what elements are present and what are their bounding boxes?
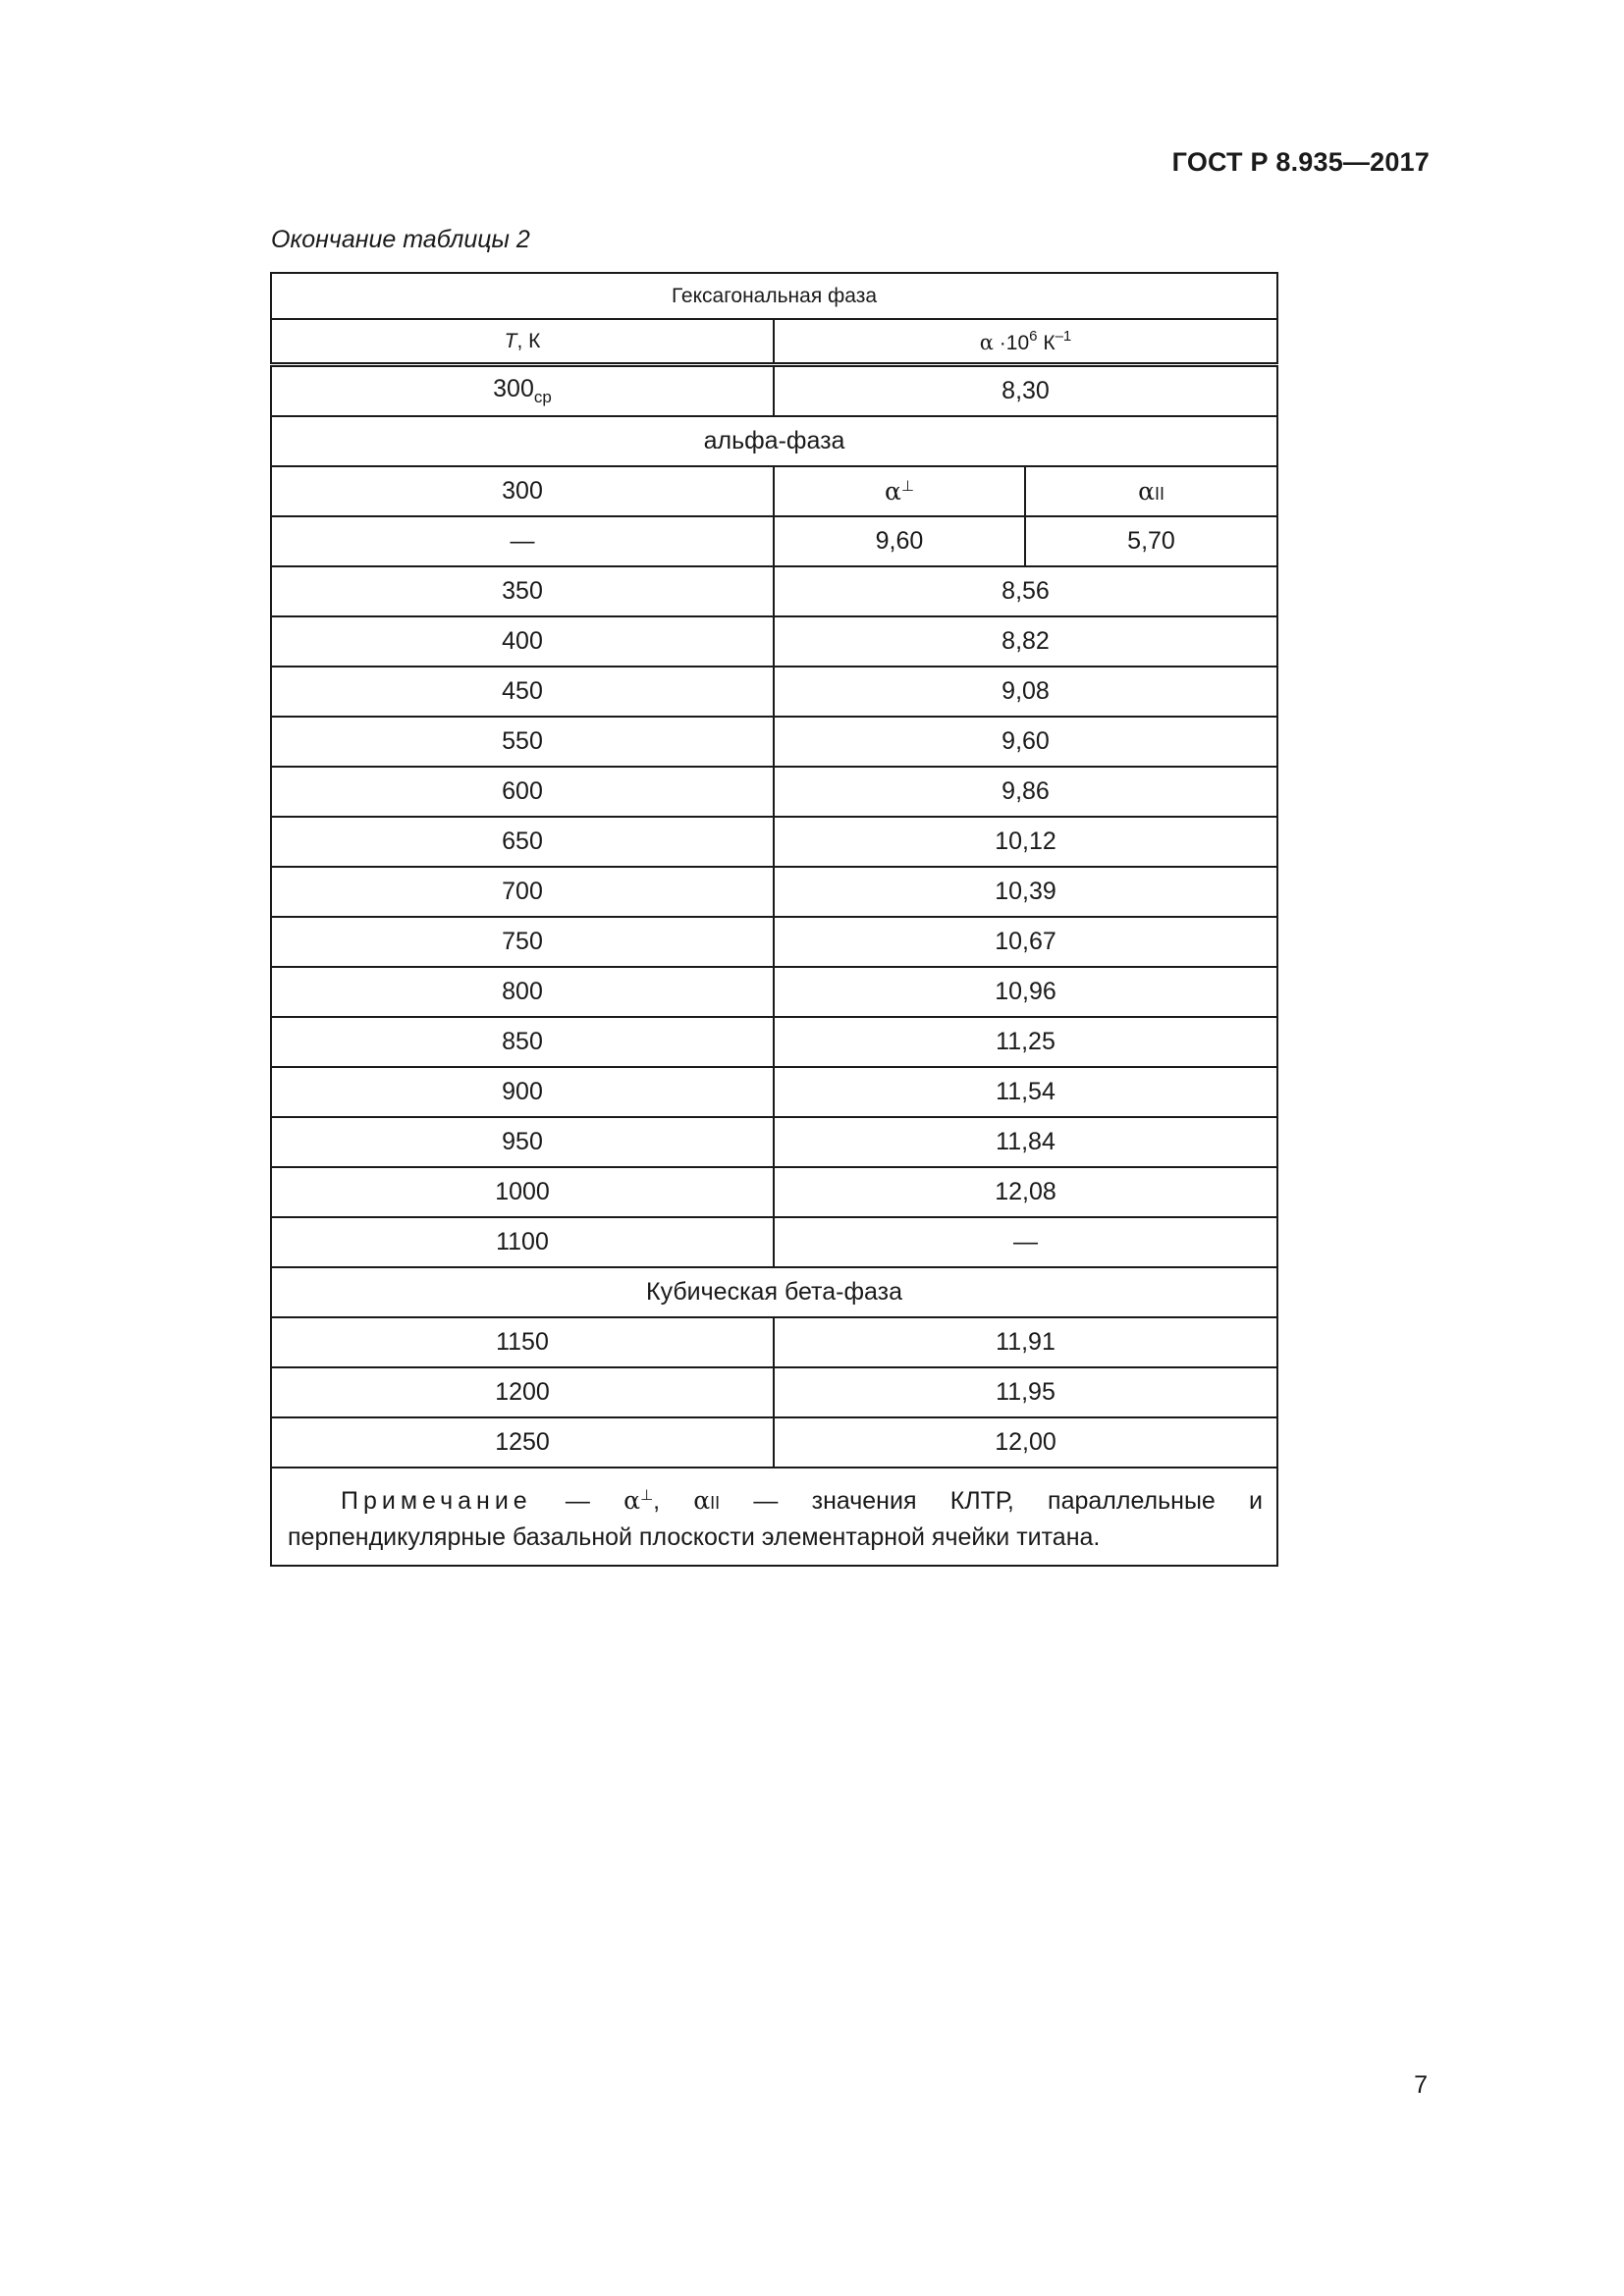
- hex-temperature-cell: [271, 365, 774, 417]
- note-label: Примечание: [341, 1487, 532, 1515]
- temperature-cell: 850: [271, 1017, 774, 1067]
- note-par-mark: II: [710, 1493, 721, 1513]
- table-row: [271, 1367, 1277, 1417]
- alpha-symbol: α: [979, 330, 994, 354]
- alpha-multiplier: ·10: [993, 331, 1030, 354]
- value-cell: 9,08: [774, 667, 1277, 717]
- temperature-cell: 900: [271, 1067, 774, 1117]
- temperature-cell: 400: [271, 616, 774, 667]
- value-cell: 11,95: [774, 1367, 1277, 1417]
- beta-phase-title: Кубическая бета-фаза: [271, 1267, 1277, 1317]
- column-header-temperature: [271, 319, 774, 365]
- alpha-unit: К: [1037, 331, 1056, 354]
- hex-temperature-subscript: ср: [533, 388, 552, 406]
- value-cell: 12,08: [774, 1167, 1277, 1217]
- alpha-phase-title: альфа-фаза: [271, 416, 1277, 466]
- value-cell: 9,86: [774, 767, 1277, 817]
- value-cell: 8,56: [774, 566, 1277, 616]
- value-cell: 10,67: [774, 917, 1277, 967]
- temperature-cell: 450: [271, 667, 774, 717]
- table-row: [271, 767, 1277, 817]
- value-cell: 9,60: [774, 717, 1277, 767]
- note-dash: —: [531, 1487, 624, 1515]
- table-row: [271, 1217, 1277, 1267]
- value-cell: 11,84: [774, 1117, 1277, 1167]
- value-cell: 11,54: [774, 1067, 1277, 1117]
- alpha-exponent: 6: [1029, 327, 1038, 345]
- temperature-cell: 1150: [271, 1317, 774, 1367]
- table-row: [271, 667, 1277, 717]
- hex-temperature: 300: [493, 375, 534, 402]
- note-alpha-par: α: [693, 1486, 711, 1515]
- temperature-cell: 1100: [271, 1217, 774, 1267]
- alpha-perp-symbol: α: [885, 476, 901, 506]
- table-note: [271, 1468, 1277, 1566]
- value-cell: 10,96: [774, 967, 1277, 1017]
- value-cell: 10,39: [774, 867, 1277, 917]
- alpha-unit-exponent: –1: [1055, 327, 1072, 345]
- alpha-dash-temperature: —: [271, 516, 774, 566]
- perpendicular-mark: ⊥: [900, 477, 914, 495]
- temperature-cell: 1200: [271, 1367, 774, 1417]
- table-caption: Окончание таблицы 2: [271, 226, 530, 253]
- table-row: [271, 817, 1277, 867]
- alpha-temperature-header: 300: [271, 466, 774, 516]
- table-row: [271, 1017, 1277, 1067]
- alpha-perpendicular-header: [774, 466, 1025, 516]
- table-row: [271, 1117, 1277, 1167]
- note-perp-mark: ⊥: [640, 1487, 654, 1504]
- t-unit: , К: [516, 329, 541, 352]
- table-row: [271, 717, 1277, 767]
- temperature-cell: 700: [271, 867, 774, 917]
- table-row: [271, 967, 1277, 1017]
- value-cell: 10,12: [774, 817, 1277, 867]
- value-cell: 12,00: [774, 1417, 1277, 1468]
- thermal-expansion-table: [270, 272, 1278, 1567]
- hex-phase-title: Гексагональная фаза: [271, 273, 1277, 319]
- table-row: [271, 1167, 1277, 1217]
- table-row: [271, 616, 1277, 667]
- temperature-cell: 350: [271, 566, 774, 616]
- temperature-cell: 1000: [271, 1167, 774, 1217]
- t-symbol: T: [504, 329, 517, 352]
- table-row: [271, 917, 1277, 967]
- alpha-par-symbol: α: [1138, 476, 1155, 506]
- note-separator: ,: [653, 1487, 694, 1515]
- table-row: [271, 1067, 1277, 1117]
- table-row: [271, 1317, 1277, 1367]
- temperature-cell: 650: [271, 817, 774, 867]
- temperature-cell: 600: [271, 767, 774, 817]
- alpha-parallel-value: 5,70: [1025, 516, 1277, 566]
- note-text: — значения КЛТР, параллельные и перпендикулярные базальной плоскости элементарной ячейки титана.: [288, 1487, 1264, 1551]
- alpha-perpendicular-value: 9,60: [774, 516, 1025, 566]
- temperature-cell: 550: [271, 717, 774, 767]
- note-alpha-perp: α: [623, 1486, 641, 1515]
- value-cell: —: [774, 1217, 1277, 1267]
- alpha-parallel-header: [1025, 466, 1277, 516]
- temperature-cell: 800: [271, 967, 774, 1017]
- value-cell: 11,25: [774, 1017, 1277, 1067]
- temperature-cell: 750: [271, 917, 774, 967]
- table-row: [271, 1417, 1277, 1468]
- temperature-cell: 1250: [271, 1417, 774, 1468]
- parallel-mark: II: [1154, 483, 1164, 504]
- temperature-cell: 950: [271, 1117, 774, 1167]
- page-number: 7: [1414, 2071, 1428, 2099]
- value-cell: 11,91: [774, 1317, 1277, 1367]
- value-cell: 8,82: [774, 616, 1277, 667]
- document-code: ГОСТ Р 8.935—2017: [1171, 147, 1430, 177]
- table-row: [271, 867, 1277, 917]
- table-row: [271, 566, 1277, 616]
- column-header-alpha: [774, 319, 1277, 365]
- hex-value: 8,30: [774, 365, 1277, 417]
